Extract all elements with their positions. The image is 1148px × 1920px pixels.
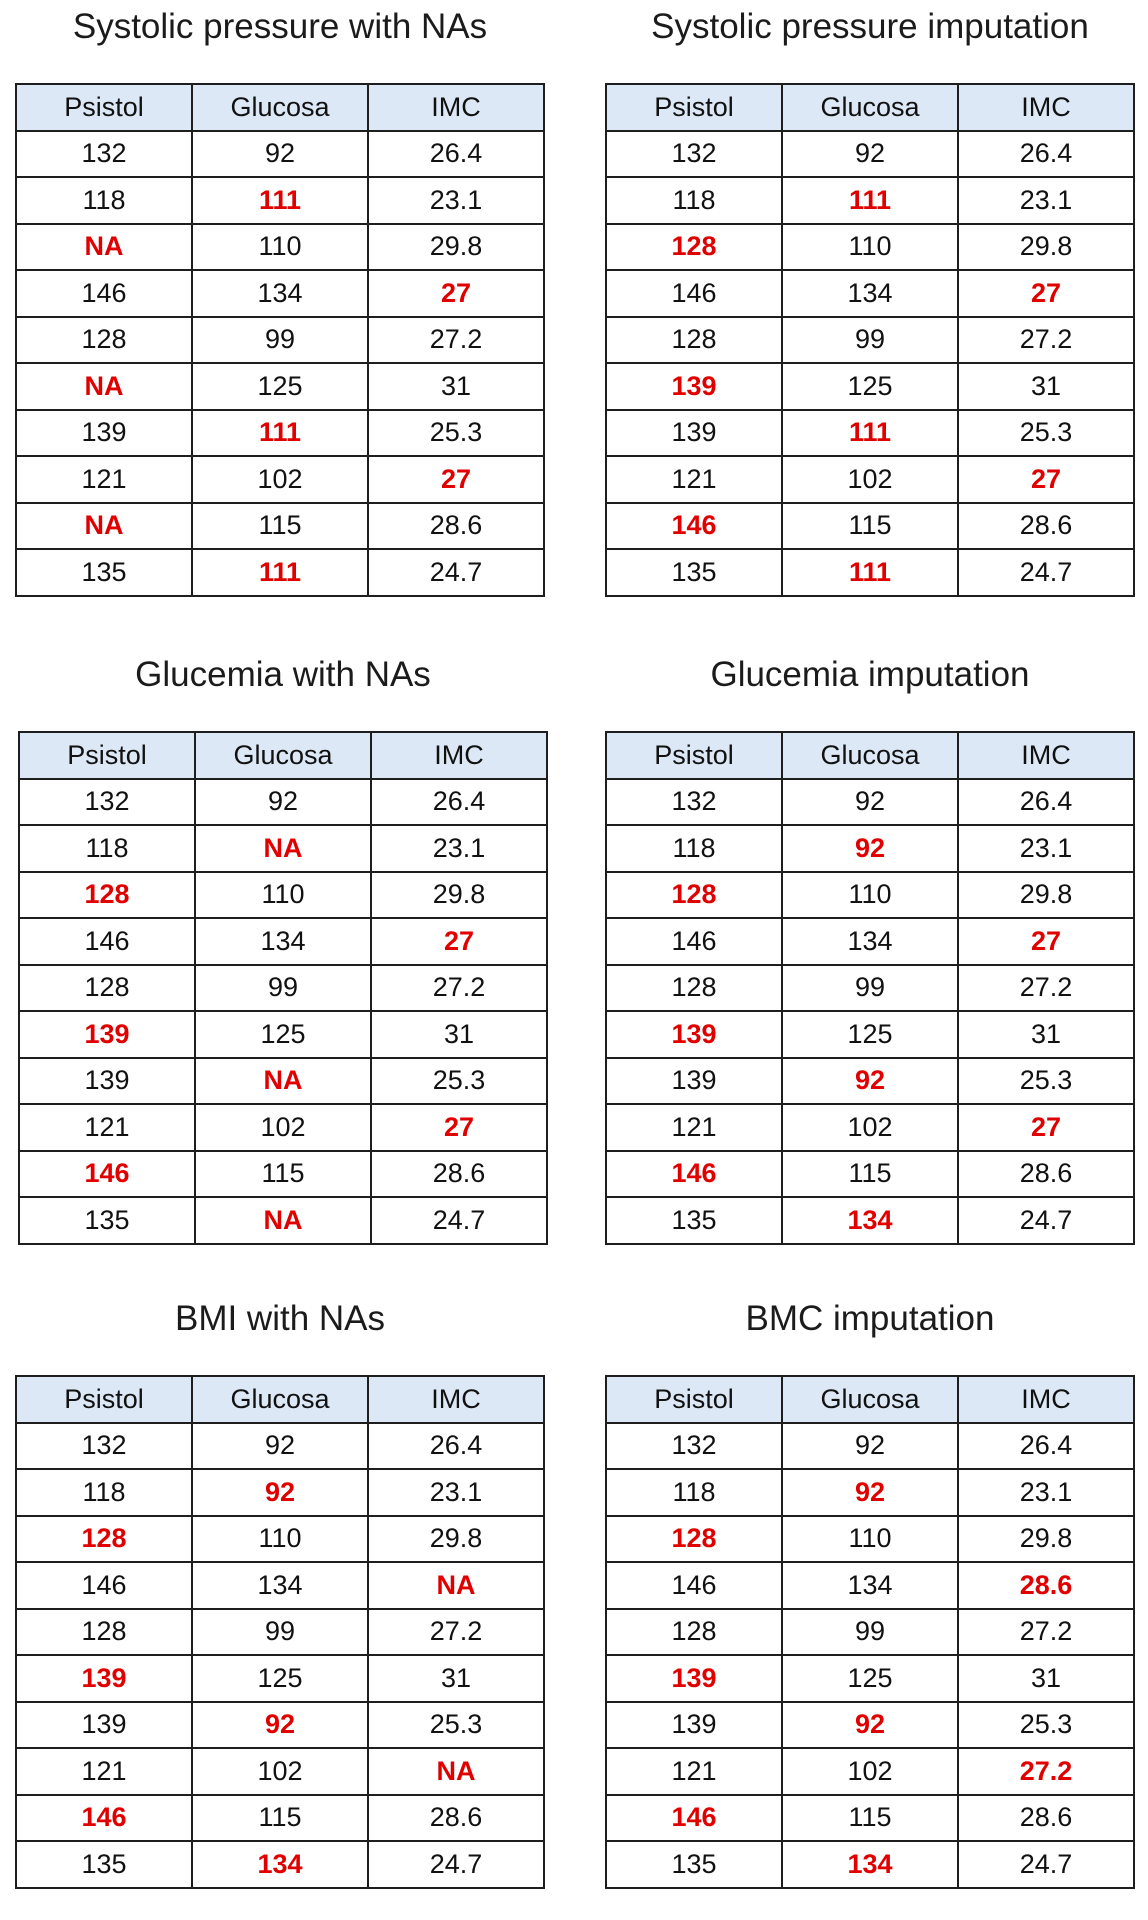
table-row: [19, 779, 547, 826]
table-cell: 134: [782, 1562, 958, 1609]
table-cell: 29.8: [958, 1516, 1134, 1563]
table-cell: 24.7: [958, 1841, 1134, 1888]
table-cell: 24.7: [368, 1841, 544, 1888]
table-cell: 146: [606, 918, 782, 965]
table-row: [606, 1423, 1134, 1470]
panel-bmi-with-nas: [15, 1292, 545, 1879]
table-cell: NA: [195, 825, 371, 872]
column-header-glucosa: Glucosa: [782, 84, 958, 131]
table-row: [606, 177, 1134, 224]
table-cell: 110: [782, 224, 958, 271]
table-cell: 139: [606, 1702, 782, 1749]
table-cell: 92: [782, 131, 958, 178]
table-cell: 23.1: [371, 825, 547, 872]
table-cell: 25.3: [958, 1058, 1134, 1105]
table-cell: 135: [606, 1197, 782, 1244]
column-header-glucosa: Glucosa: [782, 1376, 958, 1423]
table-row: [16, 1841, 544, 1888]
data-table: [605, 1375, 1135, 1889]
table-cell: 27: [958, 270, 1134, 317]
table-cell: 115: [192, 1795, 368, 1842]
table-cell: 92: [192, 1423, 368, 1470]
table-cell: 27: [958, 918, 1134, 965]
table-row: [606, 825, 1134, 872]
table-cell: 92: [782, 1469, 958, 1516]
table-cell: 28.6: [368, 503, 544, 550]
table-cell: 139: [16, 1655, 192, 1702]
table-cell: 110: [192, 1516, 368, 1563]
table-cell: 92: [192, 1469, 368, 1516]
table-cell: 139: [19, 1058, 195, 1105]
table-cell: 92: [195, 779, 371, 826]
table-row: [606, 1702, 1134, 1749]
table-row: [606, 363, 1134, 410]
table-cell: 102: [782, 1748, 958, 1795]
table-cell: 27.2: [958, 317, 1134, 364]
column-header-glucosa: Glucosa: [195, 732, 371, 779]
table-body: [19, 779, 547, 1244]
table-row: [19, 1197, 547, 1244]
table-cell: 128: [606, 317, 782, 364]
table-cell: 132: [16, 131, 192, 178]
table-cell: 125: [192, 363, 368, 410]
table-cell: 146: [606, 1151, 782, 1198]
table-cell: 128: [606, 224, 782, 271]
table-cell: 121: [606, 1104, 782, 1151]
table-cell: 29.8: [371, 872, 547, 919]
table-cell: 139: [606, 1058, 782, 1105]
data-table: [15, 1375, 545, 1889]
table-cell: 31: [368, 1655, 544, 1702]
table-cell: 26.4: [958, 1423, 1134, 1470]
table-cell: 26.4: [368, 131, 544, 178]
table-cell: 139: [606, 410, 782, 457]
table-row: [16, 1516, 544, 1563]
table-cell: 23.1: [368, 177, 544, 224]
table-cell: 102: [782, 456, 958, 503]
table-row: [606, 1841, 1134, 1888]
table-row: [606, 1151, 1134, 1198]
table-cell: 139: [606, 1655, 782, 1702]
table-body: [16, 1423, 544, 1888]
table-row: [606, 1795, 1134, 1842]
table-cell: 110: [782, 1516, 958, 1563]
table-row: [16, 456, 544, 503]
table-cell: 128: [606, 965, 782, 1012]
panel-title: BMI with NAs: [174, 1299, 386, 1338]
column-header-glucosa: Glucosa: [782, 732, 958, 779]
column-header-imc: IMC: [371, 732, 547, 779]
table-row: [606, 1011, 1134, 1058]
table-cell: 99: [782, 317, 958, 364]
panel-systolic-imputation: [605, 0, 1135, 587]
table-cell: 139: [19, 1011, 195, 1058]
table-cell: 26.4: [958, 779, 1134, 826]
table-cell: 125: [192, 1655, 368, 1702]
table-row: [16, 363, 544, 410]
table-body: [16, 131, 544, 596]
column-header-glucosa: Glucosa: [192, 84, 368, 131]
table-cell: 146: [606, 1562, 782, 1609]
table-row: [16, 131, 544, 178]
table-cell: 23.1: [958, 825, 1134, 872]
table-cell: 27: [371, 918, 547, 965]
table-cell: 25.3: [958, 1702, 1134, 1749]
table-cell: 92: [192, 131, 368, 178]
panel-title: Glucemia with NAs: [135, 655, 431, 694]
table-cell: 27.2: [958, 965, 1134, 1012]
table-cell: 132: [19, 779, 195, 826]
table-cell: 102: [192, 1748, 368, 1795]
table-cell: 31: [371, 1011, 547, 1058]
table-cell: 99: [192, 1609, 368, 1656]
table-cell: 111: [782, 549, 958, 596]
table-row: [16, 410, 544, 457]
table-cell: 27.2: [368, 1609, 544, 1656]
table-row: [16, 549, 544, 596]
table-cell: 139: [606, 363, 782, 410]
table-cell: 146: [606, 270, 782, 317]
table-cell: 146: [16, 270, 192, 317]
table-cell: 118: [19, 825, 195, 872]
table-cell: 125: [782, 1011, 958, 1058]
table-cell: 92: [192, 1702, 368, 1749]
table-cell: 110: [195, 872, 371, 919]
table-cell: 29.8: [368, 1516, 544, 1563]
table-cell: 134: [782, 270, 958, 317]
table-row: [16, 1423, 544, 1470]
table-cell: 139: [606, 1011, 782, 1058]
table-row: [606, 131, 1134, 178]
table-row: [606, 779, 1134, 826]
panel-glucemia-with-nas: [18, 648, 548, 1235]
table-cell: 24.7: [958, 1197, 1134, 1244]
table-cell: 125: [782, 363, 958, 410]
table-cell: 146: [16, 1562, 192, 1609]
table-row: [16, 1655, 544, 1702]
table-cell: 31: [958, 1011, 1134, 1058]
table-cell: 139: [16, 1702, 192, 1749]
table-row: [16, 1562, 544, 1609]
table-cell: 27.2: [958, 1748, 1134, 1795]
table-row: [19, 872, 547, 919]
table-cell: 135: [606, 549, 782, 596]
column-header-psistol: Psistol: [606, 1376, 782, 1423]
table-cell: 146: [606, 503, 782, 550]
table-cell: 27: [371, 1104, 547, 1151]
table-row: [606, 503, 1134, 550]
table-cell: 146: [19, 1151, 195, 1198]
table-cell: 25.3: [368, 410, 544, 457]
table-cell: 128: [19, 965, 195, 1012]
table-cell: 115: [192, 503, 368, 550]
table-cell: 23.1: [958, 177, 1134, 224]
table-row: [19, 1058, 547, 1105]
table-cell: 99: [782, 965, 958, 1012]
table-cell: 134: [782, 1841, 958, 1888]
table-body: [606, 779, 1134, 1244]
table-cell: 121: [606, 1748, 782, 1795]
table-row: [606, 1562, 1134, 1609]
table-row: [606, 270, 1134, 317]
panel-title: Systolic pressure imputation: [651, 7, 1089, 46]
table-cell: 132: [606, 1423, 782, 1470]
table-header-row: [606, 732, 1134, 779]
table-row: [606, 410, 1134, 457]
table-row: [16, 177, 544, 224]
table-header-row: [16, 1376, 544, 1423]
table-cell: 27: [958, 1104, 1134, 1151]
table-cell: 24.7: [371, 1197, 547, 1244]
table-cell: 29.8: [368, 224, 544, 271]
panel-systolic-with-nas: [15, 0, 545, 587]
table-cell: 28.6: [371, 1151, 547, 1198]
table-cell: 27.2: [371, 965, 547, 1012]
column-header-psistol: Psistol: [16, 84, 192, 131]
table-row: [606, 1058, 1134, 1105]
table-row: [606, 872, 1134, 919]
table-cell: 110: [782, 872, 958, 919]
table-cell: 92: [782, 1423, 958, 1470]
table-cell: 128: [16, 1516, 192, 1563]
table-cell: 27.2: [368, 317, 544, 364]
column-header-imc: IMC: [368, 1376, 544, 1423]
table-cell: 99: [782, 1609, 958, 1656]
table-cell: 28.6: [958, 503, 1134, 550]
table-cell: 146: [606, 1795, 782, 1842]
table-cell: 115: [782, 1151, 958, 1198]
table-cell: 128: [16, 1609, 192, 1656]
table-cell: 26.4: [371, 779, 547, 826]
table-cell: 134: [192, 1841, 368, 1888]
data-table: [605, 83, 1135, 597]
data-table: [18, 731, 548, 1245]
table-cell: NA: [16, 224, 192, 271]
column-header-imc: IMC: [958, 84, 1134, 131]
table-cell: 27: [368, 270, 544, 317]
table-row: [606, 224, 1134, 271]
table-cell: 26.4: [368, 1423, 544, 1470]
table-cell: 92: [782, 1058, 958, 1105]
table-cell: 28.6: [958, 1151, 1134, 1198]
column-header-psistol: Psistol: [606, 732, 782, 779]
table-cell: 139: [16, 410, 192, 457]
table-cell: 134: [192, 270, 368, 317]
table-cell: 111: [192, 177, 368, 224]
table-cell: 92: [782, 779, 958, 826]
table-cell: 121: [16, 1748, 192, 1795]
table-cell: 25.3: [958, 410, 1134, 457]
table-cell: 135: [16, 549, 192, 596]
table-header-row: [606, 84, 1134, 131]
table-cell: 26.4: [958, 131, 1134, 178]
table-cell: 135: [16, 1841, 192, 1888]
table-cell: 146: [19, 918, 195, 965]
table-row: [19, 825, 547, 872]
table-cell: 92: [782, 1702, 958, 1749]
column-header-psistol: Psistol: [19, 732, 195, 779]
data-table: [605, 731, 1135, 1245]
table-cell: 118: [606, 1469, 782, 1516]
table-row: [606, 1516, 1134, 1563]
table-cell: 128: [19, 872, 195, 919]
table-cell: NA: [368, 1748, 544, 1795]
table-cell: 23.1: [958, 1469, 1134, 1516]
table-row: [606, 549, 1134, 596]
table-row: [19, 1011, 547, 1058]
panel-title: Systolic pressure with NAs: [72, 7, 488, 46]
table-cell: 25.3: [368, 1702, 544, 1749]
table-cell: 31: [958, 1655, 1134, 1702]
table-row: [19, 1151, 547, 1198]
table-cell: 128: [606, 872, 782, 919]
table-row: [606, 1655, 1134, 1702]
table-body: [606, 1423, 1134, 1888]
panel-title: Glucemia imputation: [710, 655, 1030, 694]
table-cell: 111: [782, 177, 958, 224]
table-cell: 99: [192, 317, 368, 364]
table-cell: 118: [606, 825, 782, 872]
column-header-psistol: Psistol: [606, 84, 782, 131]
table-row: [16, 503, 544, 550]
table-row: [19, 965, 547, 1012]
table-cell: 134: [192, 1562, 368, 1609]
table-cell: NA: [16, 503, 192, 550]
table-row: [16, 317, 544, 364]
table-cell: 28.6: [958, 1562, 1134, 1609]
table-cell: 135: [19, 1197, 195, 1244]
table-cell: 28.6: [958, 1795, 1134, 1842]
table-row: [19, 918, 547, 965]
table-cell: 111: [192, 549, 368, 596]
table-cell: 29.8: [958, 224, 1134, 271]
table-cell: 121: [19, 1104, 195, 1151]
table-cell: 118: [606, 177, 782, 224]
table-cell: NA: [16, 363, 192, 410]
table-row: [606, 965, 1134, 1012]
table-cell: NA: [368, 1562, 544, 1609]
table-cell: 110: [192, 224, 368, 271]
table-cell: 118: [16, 1469, 192, 1516]
table-cell: 128: [606, 1516, 782, 1563]
table-cell: 134: [782, 1197, 958, 1244]
table-row: [16, 1609, 544, 1656]
table-header-row: [606, 1376, 1134, 1423]
table-cell: 102: [192, 456, 368, 503]
table-cell: 121: [16, 456, 192, 503]
table-cell: 24.7: [368, 549, 544, 596]
table-cell: 31: [958, 363, 1134, 410]
table-row: [16, 1469, 544, 1516]
table-cell: 27: [958, 456, 1134, 503]
table-cell: 135: [606, 1841, 782, 1888]
table-cell: 132: [606, 131, 782, 178]
table-cell: 23.1: [368, 1469, 544, 1516]
table-cell: 115: [782, 1795, 958, 1842]
table-row: [16, 1748, 544, 1795]
table-cell: 134: [195, 918, 371, 965]
column-header-psistol: Psistol: [16, 1376, 192, 1423]
table-header-row: [19, 732, 547, 779]
table-cell: 125: [195, 1011, 371, 1058]
table-row: [16, 1702, 544, 1749]
panel-bmc-imputation: [605, 1292, 1135, 1879]
table-cell: 125: [782, 1655, 958, 1702]
table-cell: 24.7: [958, 549, 1134, 596]
table-cell: 28.6: [368, 1795, 544, 1842]
table-cell: 102: [195, 1104, 371, 1151]
table-row: [606, 456, 1134, 503]
table-row: [606, 1197, 1134, 1244]
table-cell: 146: [16, 1795, 192, 1842]
table-cell: 111: [192, 410, 368, 457]
table-cell: 115: [782, 503, 958, 550]
table-row: [606, 317, 1134, 364]
table-cell: 118: [16, 177, 192, 224]
table-row: [606, 918, 1134, 965]
table-cell: 92: [782, 825, 958, 872]
table-cell: 111: [782, 410, 958, 457]
table-row: [606, 1104, 1134, 1151]
table-cell: 102: [782, 1104, 958, 1151]
table-cell: 29.8: [958, 872, 1134, 919]
table-row: [16, 224, 544, 271]
table-cell: 99: [195, 965, 371, 1012]
table-row: [16, 270, 544, 317]
column-header-imc: IMC: [958, 732, 1134, 779]
column-header-glucosa: Glucosa: [192, 1376, 368, 1423]
table-cell: 132: [16, 1423, 192, 1470]
table-row: [19, 1104, 547, 1151]
column-header-imc: IMC: [958, 1376, 1134, 1423]
column-header-imc: IMC: [368, 84, 544, 131]
table-row: [606, 1609, 1134, 1656]
table-body: [606, 131, 1134, 596]
table-row: [606, 1748, 1134, 1795]
panel-title: BMC imputation: [745, 1299, 995, 1338]
table-header-row: [16, 84, 544, 131]
table-row: [606, 1469, 1134, 1516]
data-table: [15, 83, 545, 597]
table-cell: 132: [606, 779, 782, 826]
table-cell: 128: [606, 1609, 782, 1656]
panel-glucemia-imputation: [605, 648, 1135, 1235]
table-cell: 31: [368, 363, 544, 410]
table-cell: NA: [195, 1197, 371, 1244]
table-cell: 27: [368, 456, 544, 503]
table-cell: 25.3: [371, 1058, 547, 1105]
table-cell: NA: [195, 1058, 371, 1105]
table-cell: 115: [195, 1151, 371, 1198]
table-cell: 134: [782, 918, 958, 965]
table-cell: 128: [16, 317, 192, 364]
table-cell: 121: [606, 456, 782, 503]
table-row: [16, 1795, 544, 1842]
table-cell: 27.2: [958, 1609, 1134, 1656]
